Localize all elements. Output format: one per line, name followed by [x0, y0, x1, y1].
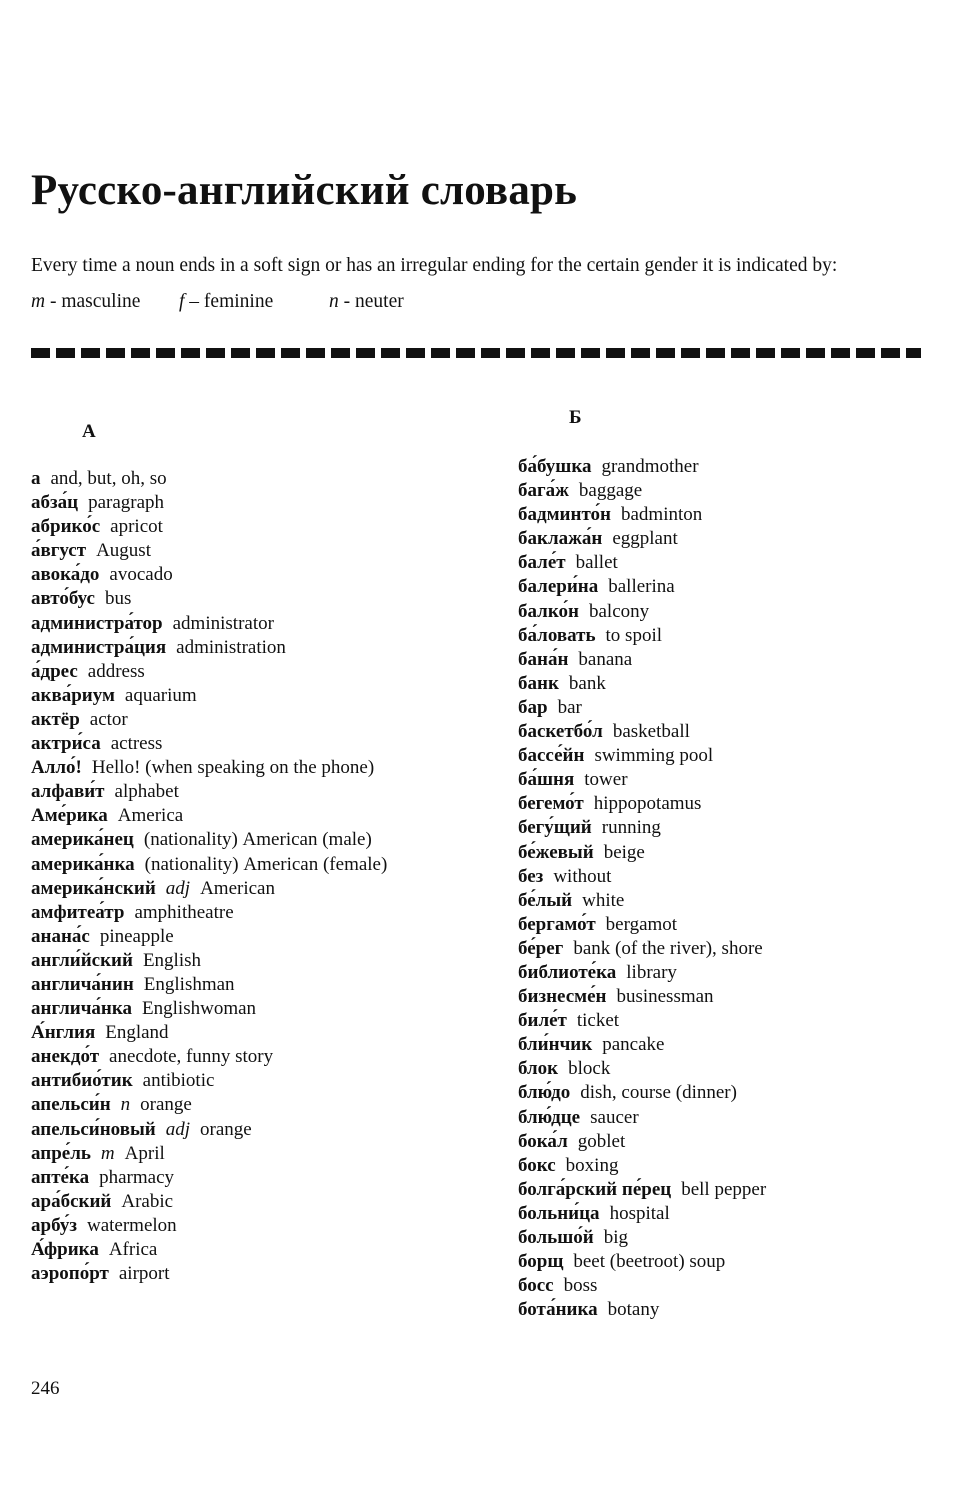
entry-definition: library: [626, 961, 677, 983]
entry-word: ба́ловать: [518, 624, 596, 646]
entry-word: балко́н: [518, 600, 579, 622]
entry-definition: to spoil: [605, 624, 662, 646]
entry-definition: American: [200, 877, 275, 899]
dictionary-entry: [518, 648, 766, 672]
entry-word: бе́рег: [518, 937, 564, 959]
dictionary-entry: [31, 756, 387, 780]
entry-word: бли́нчик: [518, 1034, 593, 1056]
entry-definition: without: [553, 865, 612, 887]
entry-word: бага́ж: [518, 480, 569, 502]
section-letter-a: А: [82, 421, 96, 442]
dictionary-entry: [31, 684, 387, 708]
intro-text: Every time a noun ends in a soft sign or has an irregular ending for the certain gender it is indicated by:: [31, 255, 838, 276]
entry-word: ба́бушка: [518, 456, 592, 477]
entry-word: бале́т: [518, 552, 566, 574]
entry-definition: actress: [110, 733, 163, 755]
dictionary-entry: [31, 949, 387, 973]
dictionary-entry: [31, 708, 387, 732]
entry-word: антибио́тик: [31, 1070, 133, 1092]
entry-word: америка́нский: [31, 877, 156, 899]
entry-word: ара́бский: [31, 1190, 112, 1212]
entry-definition: hospital: [609, 1202, 670, 1224]
entry-definition: bergamot: [605, 913, 678, 935]
entry-word: абрико́с: [31, 516, 101, 538]
entry-word: босс: [518, 1275, 554, 1297]
entry-definition: orange: [200, 1118, 252, 1140]
dictionary-entry: [518, 672, 766, 696]
entry-word: болга́рский пе́рец: [518, 1178, 672, 1200]
entry-definition: botany: [607, 1299, 660, 1321]
entry-definition: saucer: [590, 1106, 639, 1128]
entry-definition: anecdote, funny story: [109, 1046, 274, 1068]
dictionary-entry: [31, 901, 387, 925]
entry-definition: apricot: [110, 516, 163, 538]
entry-word: амфитеа́тр: [31, 901, 125, 923]
entry-word: без: [518, 865, 544, 887]
entry-word: баскетбо́л: [518, 721, 603, 743]
entry-definition: running: [601, 817, 661, 839]
dictionary-entry: [518, 624, 766, 648]
legend-label: - neuter: [338, 291, 404, 312]
entry-word: а: [31, 468, 41, 489]
dictionary-entry: [31, 491, 387, 515]
dictionary-entry: [518, 600, 766, 624]
entry-word: Алло́!: [31, 757, 82, 779]
entry-word: англича́нка: [31, 998, 133, 1020]
entry-word: анана́с: [31, 925, 90, 947]
dictionary-entry: [31, 1045, 387, 1069]
entry-word: бокс: [518, 1154, 556, 1176]
entry-definition: Englishman: [143, 973, 235, 995]
entry-word: бадминто́н: [518, 504, 611, 526]
dictionary-entry: [518, 816, 766, 840]
dictionary-entry: [518, 1130, 766, 1154]
entry-word: бассе́йн: [518, 745, 585, 767]
dictionary-entry: [518, 865, 766, 889]
entry-grammar-label: n: [120, 1094, 131, 1116]
entry-definition: pineapple: [99, 925, 174, 947]
legend-neuter: [329, 290, 404, 314]
dictionary-entry: [31, 828, 387, 852]
section-letter-b: Б: [569, 407, 582, 428]
entry-word: бе́жевый: [518, 841, 594, 863]
entry-definition: baggage: [578, 480, 643, 502]
entry-word: а́вгуст: [31, 540, 87, 562]
entry-word: блю́дце: [518, 1106, 581, 1128]
entry-definition: bus: [105, 588, 132, 610]
entry-word: библиоте́ка: [518, 961, 617, 983]
entry-definition: administrator: [172, 612, 274, 634]
dictionary-entry: [31, 539, 387, 563]
entry-definition: badminton: [620, 504, 703, 526]
entry-word: блок: [518, 1058, 559, 1080]
dictionary-entry: [31, 997, 387, 1021]
entry-word: алфави́т: [31, 781, 105, 803]
dictionary-entry: [518, 1274, 766, 1298]
dictionary-entry: [31, 1262, 387, 1286]
dictionary-entry: [518, 768, 766, 792]
entry-definition: actor: [89, 708, 128, 730]
entry-word: блю́до: [518, 1082, 571, 1104]
entries-column-b: [518, 455, 766, 1322]
entry-word: бизнесме́н: [518, 986, 607, 1008]
dictionary-entry: [31, 925, 387, 949]
dashed-divider: [31, 348, 921, 358]
entry-word: администра́тор: [31, 612, 163, 634]
dictionary-entry: [518, 1298, 766, 1322]
entry-definition: alphabet: [114, 781, 179, 803]
legend-masculine: [31, 290, 179, 314]
entry-word: апте́ка: [31, 1166, 90, 1188]
entry-definition: administration: [176, 636, 286, 658]
entries-column-a: [31, 467, 387, 1286]
entry-definition: bank (of the river), shore: [573, 937, 763, 959]
entry-word: америка́нец: [31, 829, 134, 851]
entry-word: актёр: [31, 708, 80, 730]
entry-word: анекдо́т: [31, 1046, 100, 1068]
entry-definition: hippopotamus: [593, 793, 702, 815]
dictionary-entry: [31, 1214, 387, 1238]
entry-definition: August: [96, 540, 151, 562]
entry-word: бегу́щий: [518, 817, 592, 839]
entry-word: баклажа́н: [518, 528, 603, 550]
entry-word: балери́на: [518, 576, 599, 598]
entry-word: больни́ца: [518, 1202, 600, 1224]
entry-definition: orange: [140, 1094, 192, 1116]
entry-definition: English: [142, 949, 202, 971]
entry-definition: dish, course (dinner): [580, 1082, 737, 1104]
dictionary-entry: [518, 503, 766, 527]
entry-word: апре́ль: [31, 1142, 91, 1164]
entry-definition: banana: [578, 648, 633, 670]
entry-word: аэропо́рт: [31, 1263, 109, 1285]
dictionary-entry: [518, 1250, 766, 1274]
entry-word: америка́нка: [31, 853, 135, 875]
entry-definition: and, but, oh, so: [50, 468, 167, 489]
entry-definition: airport: [118, 1263, 170, 1285]
entry-word: банк: [518, 672, 559, 694]
page-number: 246: [31, 1378, 60, 1399]
entry-definition: Englishwoman: [142, 998, 257, 1020]
dictionary-entry: [31, 1142, 387, 1166]
dictionary-entry: [518, 455, 766, 479]
dictionary-entry: [31, 732, 387, 756]
legend-abbr: m: [31, 291, 46, 312]
entry-word: авто́бус: [31, 588, 95, 610]
entry-definition: England: [105, 1022, 169, 1044]
entry-grammar-label: m: [100, 1142, 115, 1164]
dictionary-entry: [31, 515, 387, 539]
dictionary-entry: [518, 841, 766, 865]
entry-definition: boss: [563, 1275, 598, 1297]
entry-definition: beige: [603, 841, 645, 863]
entry-word: абза́ц: [31, 492, 79, 514]
entry-definition: paragraph: [88, 492, 165, 514]
dictionary-entry: [518, 913, 766, 937]
dictionary-entry: [518, 696, 766, 720]
entry-definition: address: [87, 660, 145, 682]
dictionary-entry: [518, 744, 766, 768]
entry-word: арбу́з: [31, 1214, 77, 1236]
entry-definition: basketball: [612, 721, 690, 743]
dictionary-entry: [518, 1178, 766, 1202]
dictionary-entry: [31, 1118, 387, 1142]
entry-definition: Hello! (when speaking on the phone): [91, 757, 375, 779]
entry-definition: ballerina: [608, 576, 675, 598]
dictionary-entry: [31, 780, 387, 804]
entry-word: большо́й: [518, 1227, 594, 1248]
entry-definition: watermelon: [86, 1214, 177, 1236]
legend-feminine: [179, 290, 329, 314]
entry-word: актри́са: [31, 733, 101, 755]
page-title: Русско-английский словарь: [31, 167, 578, 214]
entry-definition: big: [603, 1227, 628, 1248]
dictionary-entry: [518, 1081, 766, 1105]
entry-word: А́нглия: [31, 1022, 96, 1044]
entry-word: англича́нин: [31, 973, 134, 995]
dictionary-entry: [518, 1226, 766, 1250]
dictionary-entry: [518, 551, 766, 575]
dictionary-entry: [518, 1154, 766, 1178]
entry-definition: tower: [584, 769, 628, 791]
dictionary-entry: [31, 563, 387, 587]
entry-definition: balcony: [588, 600, 650, 622]
entry-word: А́фрика: [31, 1239, 99, 1260]
entry-word: апельси́новый: [31, 1118, 156, 1140]
entry-definition: bar: [557, 696, 582, 718]
entry-definition: grandmother: [601, 456, 699, 477]
entry-definition: swimming pool: [594, 745, 714, 767]
legend-abbr: n: [329, 291, 339, 312]
entry-definition: aquarium: [124, 684, 197, 706]
entry-word: бегемо́т: [518, 793, 584, 815]
entry-word: бергамо́т: [518, 913, 596, 935]
entry-definition: businessman: [616, 986, 714, 1008]
dictionary-entry: [31, 636, 387, 660]
entry-definition: (nationality) American (male): [143, 829, 372, 851]
entry-word: англи́йский: [31, 949, 133, 971]
entry-definition: pharmacy: [99, 1166, 175, 1188]
entry-word: борщ: [518, 1251, 564, 1273]
dictionary-entry: [31, 853, 387, 877]
entry-word: авока́до: [31, 564, 100, 586]
dictionary-entry: [518, 1009, 766, 1033]
dictionary-entry: [518, 1033, 766, 1057]
entry-definition: goblet: [577, 1130, 626, 1152]
entry-definition: (nationality) American (female): [144, 853, 388, 875]
dictionary-entry: [31, 1238, 387, 1262]
entry-word: бе́лый: [518, 889, 573, 911]
dictionary-entry: [31, 1093, 387, 1117]
entry-definition: America: [117, 805, 184, 827]
entry-grammar-label: adj: [165, 877, 191, 899]
entry-definition: bank: [568, 672, 606, 694]
entry-definition: ballet: [575, 552, 618, 574]
entry-word: ба́шня: [518, 769, 575, 791]
dictionary-entry: [31, 1190, 387, 1214]
entry-definition: antibiotic: [142, 1070, 215, 1092]
dictionary-entry: [518, 527, 766, 551]
entry-word: бар: [518, 696, 548, 718]
dictionary-entry: [31, 1166, 387, 1190]
dictionary-entry: [518, 1106, 766, 1130]
entry-definition: avocado: [109, 564, 173, 586]
dictionary-entry: [31, 467, 387, 491]
entry-definition: April: [124, 1142, 165, 1164]
entry-word: аква́риум: [31, 684, 115, 706]
dictionary-entry: [518, 889, 766, 913]
entry-word: бока́л: [518, 1130, 568, 1152]
entry-definition: block: [568, 1058, 611, 1080]
dictionary-entry: [31, 660, 387, 684]
entry-definition: Arabic: [121, 1190, 174, 1212]
dictionary-entry: [518, 792, 766, 816]
dictionary-entry: [518, 1202, 766, 1226]
dictionary-entry: [31, 973, 387, 997]
dictionary-entry: [518, 575, 766, 599]
dictionary-entry: [518, 479, 766, 503]
entry-definition: bell pepper: [681, 1178, 767, 1200]
legend-label: - masculine: [45, 291, 141, 312]
entry-word: бота́ника: [518, 1299, 598, 1321]
entry-word: Аме́рика: [31, 805, 108, 827]
entry-definition: beet (beetroot) soup: [573, 1251, 726, 1273]
entry-definition: amphitheatre: [134, 901, 234, 923]
entry-definition: white: [582, 889, 625, 911]
entry-definition: boxing: [565, 1154, 619, 1176]
dictionary-entry: [518, 937, 766, 961]
entry-word: а́дрес: [31, 660, 78, 682]
entry-word: апельси́н: [31, 1094, 111, 1116]
entry-definition: pancake: [602, 1034, 665, 1056]
legend-abbr: f: [179, 291, 185, 312]
dictionary-entry: [31, 1069, 387, 1093]
dictionary-entry: [518, 720, 766, 744]
entry-definition: Africa: [108, 1239, 158, 1260]
legend-label: – feminine: [184, 291, 274, 312]
gender-legend: [31, 290, 404, 314]
entry-grammar-label: adj: [165, 1118, 191, 1140]
dictionary-entry: [31, 587, 387, 611]
entry-word: биле́т: [518, 1010, 567, 1032]
dictionary-entry: [518, 961, 766, 985]
dictionary-entry: [31, 1021, 387, 1045]
entry-word: бана́н: [518, 648, 569, 670]
entry-definition: eggplant: [612, 528, 678, 550]
dictionary-entry: [518, 985, 766, 1009]
dictionary-entry: [31, 612, 387, 636]
entry-definition: ticket: [576, 1010, 620, 1032]
dictionary-entry: [518, 1057, 766, 1081]
entry-word: администра́ция: [31, 636, 167, 658]
dictionary-entry: [31, 877, 387, 901]
dictionary-entry: [31, 804, 387, 828]
